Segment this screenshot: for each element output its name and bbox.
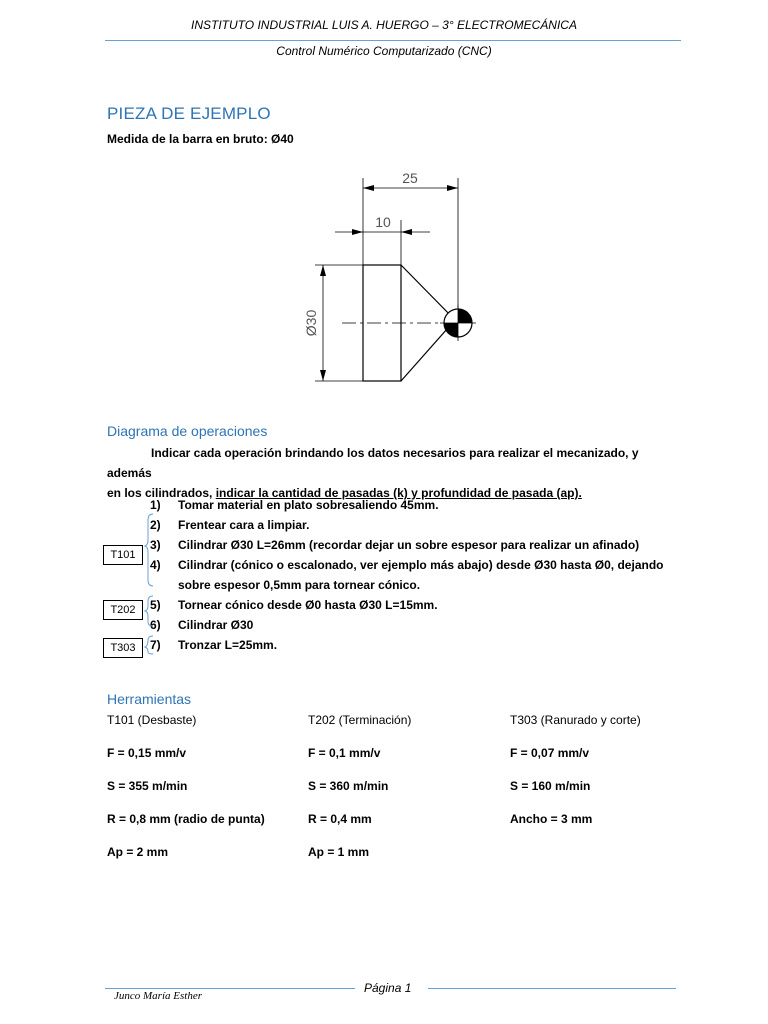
operation-text: Tornear cónico desde Ø0 hasta Ø30 L=15mm. bbox=[178, 598, 438, 612]
operation-text: Tomar material en plato sobresaliendo 45mm. bbox=[178, 498, 439, 512]
intro-line-2a: en los cilindrados, bbox=[107, 486, 216, 500]
operation-text: Cilindrar Ø30 bbox=[178, 618, 254, 632]
operation-text: Cilindrar (cónico o escalonado, ver ejemplo más abajo) desde Ø30 hasta Ø0, dejando bbox=[178, 558, 664, 572]
tool-label-t101: T101 bbox=[103, 545, 143, 565]
operations-intro bbox=[107, 443, 682, 503]
tool-feed: F = 0,15 mm/v bbox=[107, 746, 187, 760]
operation-item bbox=[150, 495, 439, 515]
tool-feed: F = 0,07 mm/v bbox=[510, 746, 590, 760]
section-title-example-part: PIEZA DE EJEMPLO bbox=[107, 104, 271, 123]
operation-item bbox=[150, 635, 277, 655]
operation-number: 6) bbox=[150, 618, 161, 632]
tool-speed: S = 355 m/min bbox=[107, 779, 188, 793]
operation-item bbox=[150, 515, 309, 535]
tool-label-t303: T303 bbox=[103, 638, 143, 658]
operation-number: 7) bbox=[150, 638, 161, 652]
operation-item bbox=[150, 555, 663, 575]
operation-text: Frentear cara a limpiar. bbox=[178, 518, 310, 532]
footer-divider-left bbox=[105, 988, 355, 989]
operation-text: Tronzar L=25mm. bbox=[178, 638, 278, 652]
tool-radius: R = 0,8 mm (radio de punta) bbox=[107, 812, 265, 826]
header-divider bbox=[105, 40, 681, 41]
operation-number: 5) bbox=[150, 598, 161, 612]
tool-feed: F = 0,1 mm/v bbox=[308, 746, 381, 760]
tool-width: Ancho = 3 mm bbox=[510, 812, 593, 826]
tool-depth: Ap = 2 mm bbox=[107, 845, 169, 859]
tool-radius: R = 0,4 mm bbox=[308, 812, 372, 826]
section-title-tools: Herramientas bbox=[107, 691, 192, 707]
tool-name: T101 (Desbaste) bbox=[107, 713, 197, 727]
operation-item bbox=[150, 535, 639, 555]
operation-text: Cilindrar Ø30 L=26mm (recordar dejar un sobre espesor para realizar un afinado) bbox=[178, 538, 640, 552]
part-technical-drawing bbox=[290, 160, 490, 400]
tool-group-braces bbox=[144, 512, 156, 662]
raw-bar-size: Medida de la barra en bruto: Ø40 bbox=[107, 132, 294, 146]
operation-text: sobre espesor 0,5mm para tornear cónico. bbox=[178, 578, 421, 592]
operation-number: 1) bbox=[150, 498, 161, 512]
dimension-diameter-label: Ø30 bbox=[303, 309, 319, 337]
footer-divider-right bbox=[428, 988, 676, 989]
tool-label-t202: T202 bbox=[103, 600, 143, 620]
tool-name: T303 (Ranurado y corte) bbox=[510, 713, 641, 727]
tool-depth: Ap = 1 mm bbox=[308, 845, 370, 859]
operation-number: 3) bbox=[150, 538, 161, 552]
dimension-partial-label: 10 bbox=[375, 214, 391, 230]
operation-item bbox=[150, 615, 253, 635]
operation-number: 2) bbox=[150, 518, 161, 532]
dimension-total-label: 25 bbox=[402, 170, 418, 186]
page-number: Página 1 bbox=[364, 981, 412, 995]
operation-item bbox=[150, 595, 438, 615]
operation-item-continuation bbox=[150, 575, 420, 595]
operation-number: 4) bbox=[150, 558, 161, 572]
tool-name: T202 (Terminación) bbox=[308, 713, 412, 727]
document-header-subject: Control Numérico Computarizado (CNC) bbox=[276, 44, 492, 58]
section-title-operations: Diagrama de operaciones bbox=[107, 423, 268, 439]
intro-line-2b: indicar la cantidad de pasadas (k) y profundidad de pasada (ap). bbox=[215, 486, 582, 500]
document-header-institution: INSTITUTO INDUSTRIAL LUIS A. HUERGO – 3° ELECTROMECÁNICA bbox=[191, 18, 577, 32]
author-name: Junco María Esther bbox=[114, 990, 202, 1002]
tool-speed: S = 160 m/min bbox=[510, 779, 591, 793]
tool-speed: S = 360 m/min bbox=[308, 779, 389, 793]
intro-line-1: Indicar cada operación brindando los datos necesarios para realizar el mecanizado, y además bbox=[107, 446, 639, 480]
